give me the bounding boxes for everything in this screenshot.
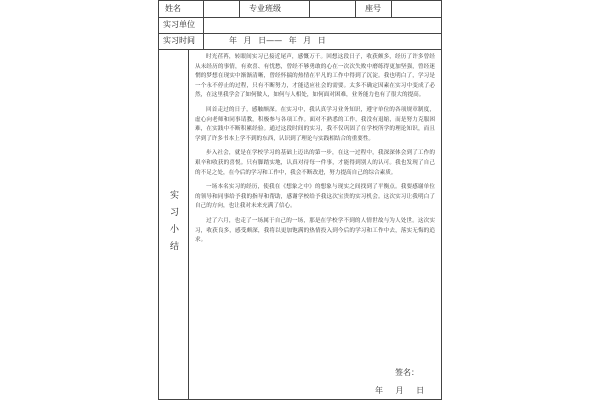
paragraph: 步入社会，就是在学校学习的基础上迈出的第一步，在这一过程中，我深深体会到了工作的艰辛和收获的喜悦。只有脚踏实地，认真对待每一件事，才能得到别人的认可。我也发现了自己的不足之处，在今后的学习和工作中，我会不断改进，努力提高自己的综合素质。 (195, 150, 435, 176)
signature-label: 签名： (395, 368, 419, 377)
signature-date: 年 月 日 (375, 386, 425, 395)
internship-summary-form (158, 0, 442, 400)
divider (391, 1, 392, 17)
seat-label: 座号 (365, 4, 381, 13)
time-label: 实习时间 (163, 36, 195, 45)
header-row (159, 1, 441, 18)
divider (355, 1, 356, 17)
paragraph: 回首走过的日子，感触颇深。在实习中，我认真学习业务知识，遵守单位的各项规章制度，虚心向老师和同事请教，积极参与各项工作。面对不熟悉的工作，我没有退缩，而是努力克服困难，在实践中不断积累经验。通过这段时间的实习，我不仅巩固了在学校所学的理论知识，而且学到了许多书本上学不到的东西，认识到了理论与实践相结合的重要性。 (195, 106, 435, 142)
name-label: 姓名 (165, 4, 181, 13)
divider (203, 17, 204, 33)
class-label: 专业班级 (249, 4, 281, 13)
summary-body (195, 53, 435, 251)
summary-label: 实习小结 (168, 190, 178, 258)
divider (309, 1, 310, 17)
divider (203, 33, 204, 49)
divider (239, 1, 240, 17)
unit-label: 实习单位 (163, 20, 195, 29)
paragraph: 时光荏苒，转眼间实习已接近尾声，感慨万千。回想这段日子，收获颇多，经历了许多曾经从未经历的事情，有欢喜、有忧愁，曾经不够勇敢的心在一次次失败中磨练得更加坚强，曾经迷惘的梦想在现实中渐渐清晰，曾经怀揣的热情在平凡的工作中得到了沉淀。我也明白了，学习是一个永不停止的过程，只有不断努力，才能适应社会的需要。太多不确定因素在实习中变成了必然，在这里我学会了如何做人，如何与人相处，如何面对困难，业务能力也有了很大的提高。 (195, 54, 435, 99)
divider (203, 1, 204, 17)
form-frame (158, 0, 442, 400)
unit-row (159, 17, 441, 34)
paragraph: 一场本名实习的经历，使我在《想象之中》的想象与现实之间找到了平衡点。我要感谢单位的领导和同事给予我的指导和帮助，感谢学校给予我这次宝贵的实习机会。这次实习让我明白了自己的方向，也让我对未来充满了信心。 (195, 184, 435, 210)
time-row (159, 33, 441, 50)
divider (188, 49, 189, 399)
time-value: 年 月 日—— 年 月 日 (229, 36, 326, 45)
paragraph: 过了六月，也走了一场属于自己的一场，那是在学校学不到的人情世故与为人处世。这次实习，收获良多，感受颇深，我将以更加饱满的热情投入到今后的学习和工作中去，落实无悔的追求。 (195, 217, 435, 244)
